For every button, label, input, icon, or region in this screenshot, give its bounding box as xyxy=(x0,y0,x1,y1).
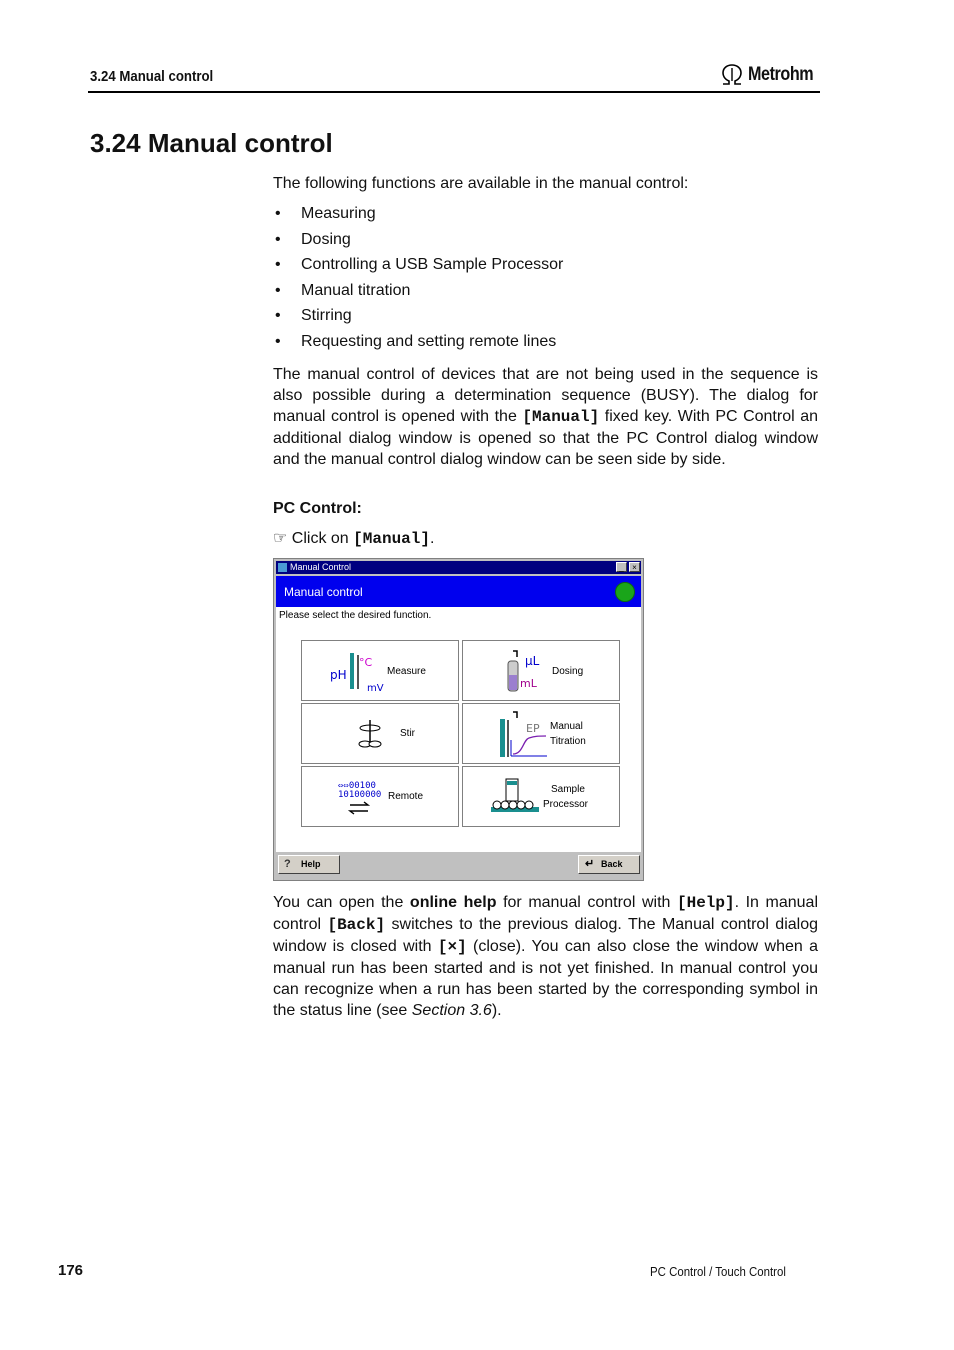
processor-label: Processor xyxy=(543,799,589,810)
back-button-label: Back xyxy=(601,859,623,869)
section-heading: 3.24 Manual control xyxy=(90,128,333,158)
help-back-paragraph: You can open the online help for manual control with [Help]. In manual control [Back] switches to the previous dialog. The Manual control dialog window is closed with [×] (close). You can also close the window when a manual run has been started and is not yet finished. In manual control you can recognize when a run has been started by the corresponding symbol in the status line (see Section 3.6). xyxy=(273,894,819,1019)
dialog-titlebar xyxy=(276,561,641,574)
page-number: 176 xyxy=(58,1262,84,1279)
manual-control-dialog xyxy=(273,558,644,881)
help-icon: ? xyxy=(284,858,291,870)
svg-text:°C: °C xyxy=(359,656,373,669)
measure-label: Measure xyxy=(387,666,426,677)
measure-icon xyxy=(330,651,388,693)
svg-text:⇔⇔00100: ⇔⇔00100 xyxy=(338,781,376,791)
bullet-icon: • xyxy=(275,332,281,350)
svg-text:mV: mV xyxy=(367,683,384,693)
dialog-content xyxy=(276,607,641,852)
section-reference: Section 3.6 xyxy=(411,1002,492,1019)
banner-title: Manual control xyxy=(284,585,363,599)
sample-label: Sample xyxy=(551,784,585,795)
app-icon xyxy=(278,563,287,572)
dosing-label: Dosing xyxy=(552,666,584,677)
stir-tile[interactable] xyxy=(301,703,459,764)
dosing-tile[interactable] xyxy=(462,640,620,701)
close-button[interactable]: × xyxy=(629,562,640,572)
select-prompt: Please select the desired function. xyxy=(279,610,432,621)
svg-text:mL: mL xyxy=(520,677,537,690)
manual-key: [Manual] xyxy=(353,530,430,548)
bullet-icon: • xyxy=(275,205,281,222)
back-key: [Back] xyxy=(327,916,386,934)
manual-titration-tile[interactable] xyxy=(462,703,620,764)
function-list xyxy=(273,204,818,358)
product-name: PC Control / Touch Control xyxy=(650,1264,786,1279)
help-button[interactable] xyxy=(278,855,340,874)
list-item: • Dosing xyxy=(275,230,351,248)
pc-control-label: PC Control: xyxy=(273,500,362,517)
stir-label: Stir xyxy=(400,728,415,739)
list-item: • Controlling a USB Sample Processor xyxy=(275,256,564,274)
close-key: [×] xyxy=(437,938,467,956)
dialog-banner xyxy=(276,576,641,607)
intro-text: The following functions are available in the manual control: xyxy=(273,175,689,192)
back-button[interactable] xyxy=(578,855,640,874)
manual-label: Manual xyxy=(550,721,583,732)
titration-curve-icon xyxy=(499,710,549,758)
status-led-icon xyxy=(615,582,635,602)
list-item: • Measuring xyxy=(275,205,376,222)
brand-name: Metrohm xyxy=(748,64,814,85)
back-arrow-icon: ↵ xyxy=(585,858,595,870)
remote-lines-icon xyxy=(338,779,382,817)
running-header-title: 3.24 Manual control xyxy=(90,68,214,85)
bullet-icon: • xyxy=(275,256,281,274)
pointing-hand-icon: ☞ xyxy=(273,530,288,547)
manual-control-paragraph: The manual control of devices that are not being used in the sequence is also possible during a determination sequence (BUSY). The dialog for manual control is opened with the [Manual] fixed key. With PC Control an additional dialog window is opened so that the PC Control dialog window and the manual control dialog window can be seen side by side. xyxy=(273,366,819,468)
bullet-icon: • xyxy=(275,307,281,325)
help-button-label: Help xyxy=(301,859,321,869)
list-item: • Manual titration xyxy=(275,281,411,299)
manual-key: [Manual] xyxy=(522,408,600,426)
titration-label: Titration xyxy=(550,736,586,747)
remote-tile[interactable] xyxy=(301,766,459,827)
svg-text:EP: EP xyxy=(526,722,540,735)
dosing-icon xyxy=(499,649,549,695)
list-item: • Requesting and setting remote lines xyxy=(275,332,557,350)
instruction-line: ☞ Click on [Manual]. xyxy=(273,530,435,548)
measure-tile[interactable] xyxy=(301,640,459,701)
sample-processor-tile[interactable] xyxy=(462,766,620,827)
svg-text:μL: μL xyxy=(525,654,540,668)
list-item: • Stirring xyxy=(275,307,352,325)
help-key: [Help] xyxy=(676,894,735,912)
window-title: Manual Control xyxy=(290,562,352,572)
metrohm-logo xyxy=(720,62,825,88)
bullet-icon: • xyxy=(275,230,281,248)
remote-label: Remote xyxy=(388,791,424,802)
omega-icon xyxy=(720,64,744,86)
online-help-term: online help xyxy=(409,894,497,911)
bullet-icon: • xyxy=(275,281,281,299)
svg-text:10100000: 10100000 xyxy=(338,790,382,800)
minimize-button[interactable]: _ xyxy=(616,562,627,572)
svg-text:pH: pH xyxy=(330,668,347,682)
header-rule xyxy=(88,91,820,93)
sample-rack-icon xyxy=(489,777,541,817)
stirrer-icon xyxy=(358,718,382,752)
dialog-button-bar xyxy=(276,852,641,878)
